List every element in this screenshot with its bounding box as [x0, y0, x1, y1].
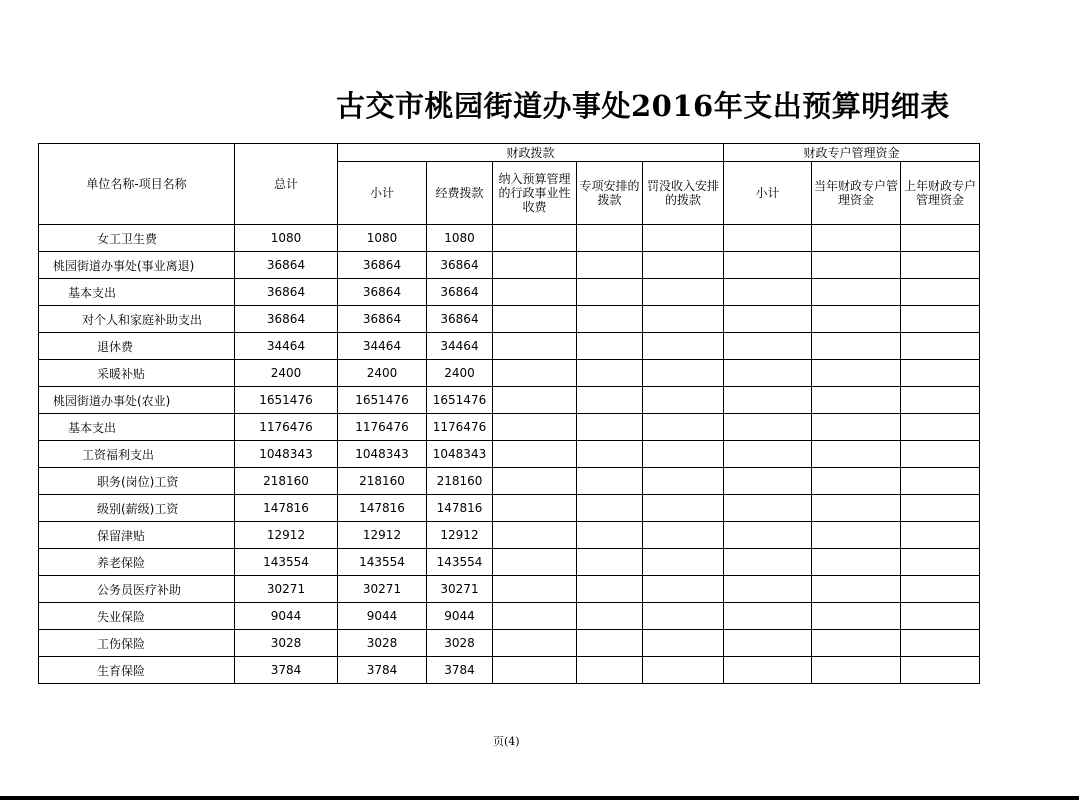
row-prev-year-special-cell: [901, 549, 980, 576]
row-confiscation-cell: [643, 252, 724, 279]
row-confiscation-cell: [643, 468, 724, 495]
row-special-subtotal-cell: [724, 549, 812, 576]
row-subtotal-cell: 147816: [338, 495, 427, 522]
table-row: [39, 387, 980, 414]
row-confiscation-cell: [643, 225, 724, 252]
row-confiscation-cell: [643, 414, 724, 441]
row-funding-cell: 2400: [427, 360, 493, 387]
row-special-subtotal-cell: [724, 306, 812, 333]
row-name-cell: 基本支出: [39, 414, 235, 441]
row-name-cell: 职务(岗位)工资: [39, 468, 235, 495]
row-current-year-special-cell: [812, 252, 901, 279]
row-special-allocation-cell: [577, 225, 643, 252]
row-prev-year-special-cell: [901, 576, 980, 603]
row-special-subtotal-cell: [724, 360, 812, 387]
table-row: [39, 279, 980, 306]
row-admin-fees-cell: [493, 414, 577, 441]
row-name-cell: 对个人和家庭补助支出: [39, 306, 235, 333]
row-prev-year-special-cell: [901, 387, 980, 414]
row-confiscation-cell: [643, 549, 724, 576]
header-special-subtotal: 小计: [724, 162, 812, 225]
table-row: [39, 468, 980, 495]
row-total-cell: 34464: [235, 333, 338, 360]
table-row: [39, 360, 980, 387]
row-special-subtotal-cell: [724, 657, 812, 684]
row-special-allocation-cell: [577, 333, 643, 360]
row-admin-fees-cell: [493, 441, 577, 468]
header-admin-fees: 纳入预算管理的行政事业性收费: [493, 162, 577, 225]
row-special-subtotal-cell: [724, 603, 812, 630]
row-special-allocation-cell: [577, 657, 643, 684]
row-prev-year-special-cell: [901, 630, 980, 657]
row-admin-fees-cell: [493, 630, 577, 657]
row-funding-cell: 1651476: [427, 387, 493, 414]
row-confiscation-cell: [643, 360, 724, 387]
row-current-year-special-cell: [812, 360, 901, 387]
row-prev-year-special-cell: [901, 225, 980, 252]
row-total-cell: 3784: [235, 657, 338, 684]
row-admin-fees-cell: [493, 495, 577, 522]
row-current-year-special-cell: [812, 306, 901, 333]
table-row: [39, 549, 980, 576]
row-name-cell: 桃园街道办事处(农业): [39, 387, 235, 414]
row-total-cell: 12912: [235, 522, 338, 549]
row-name-cell: 保留津贴: [39, 522, 235, 549]
row-current-year-special-cell: [812, 441, 901, 468]
row-special-subtotal-cell: [724, 522, 812, 549]
row-current-year-special-cell: [812, 414, 901, 441]
row-total-cell: 9044: [235, 603, 338, 630]
row-confiscation-cell: [643, 495, 724, 522]
row-total-cell: 218160: [235, 468, 338, 495]
row-total-cell: 1651476: [235, 387, 338, 414]
row-subtotal-cell: 1080: [338, 225, 427, 252]
row-subtotal-cell: 36864: [338, 279, 427, 306]
row-total-cell: 1080: [235, 225, 338, 252]
row-special-allocation-cell: [577, 279, 643, 306]
header-funding: 经费拨款: [427, 162, 493, 225]
row-special-subtotal-cell: [724, 441, 812, 468]
row-special-allocation-cell: [577, 468, 643, 495]
table-header: [39, 144, 980, 225]
row-prev-year-special-cell: [901, 414, 980, 441]
row-name-cell: 生育保险: [39, 657, 235, 684]
header-special-allocation: 专项安排的拨款: [577, 162, 643, 225]
row-name-cell: 采暖补贴: [39, 360, 235, 387]
budget-table: [38, 143, 980, 684]
row-subtotal-cell: 1048343: [338, 441, 427, 468]
table-row: [39, 306, 980, 333]
row-admin-fees-cell: [493, 576, 577, 603]
row-current-year-special-cell: [812, 657, 901, 684]
row-funding-cell: 36864: [427, 306, 493, 333]
row-special-subtotal-cell: [724, 225, 812, 252]
row-name-cell: 失业保险: [39, 603, 235, 630]
table-body: [39, 225, 980, 684]
row-special-allocation-cell: [577, 306, 643, 333]
row-confiscation-cell: [643, 603, 724, 630]
row-admin-fees-cell: [493, 333, 577, 360]
row-special-subtotal-cell: [724, 630, 812, 657]
row-confiscation-cell: [643, 387, 724, 414]
row-funding-cell: 3784: [427, 657, 493, 684]
row-subtotal-cell: 2400: [338, 360, 427, 387]
row-funding-cell: 36864: [427, 279, 493, 306]
row-total-cell: 36864: [235, 306, 338, 333]
row-prev-year-special-cell: [901, 522, 980, 549]
row-admin-fees-cell: [493, 360, 577, 387]
row-special-subtotal-cell: [724, 414, 812, 441]
row-prev-year-special-cell: [901, 441, 980, 468]
row-admin-fees-cell: [493, 252, 577, 279]
header-special-group: 财政专户管理资金: [724, 144, 980, 162]
row-admin-fees-cell: [493, 306, 577, 333]
row-admin-fees-cell: [493, 657, 577, 684]
header-prev-year-special: 上年财政专户管理资金: [901, 162, 980, 225]
row-subtotal-cell: 1651476: [338, 387, 427, 414]
row-special-subtotal-cell: [724, 495, 812, 522]
row-funding-cell: 12912: [427, 522, 493, 549]
row-subtotal-cell: 30271: [338, 576, 427, 603]
bottom-border: [0, 796, 1079, 800]
row-funding-cell: 34464: [427, 333, 493, 360]
header-fiscal-group: 财政拨款: [338, 144, 724, 162]
table-row: [39, 603, 980, 630]
row-current-year-special-cell: [812, 630, 901, 657]
row-total-cell: 30271: [235, 576, 338, 603]
row-prev-year-special-cell: [901, 279, 980, 306]
row-admin-fees-cell: [493, 225, 577, 252]
row-subtotal-cell: 9044: [338, 603, 427, 630]
row-special-allocation-cell: [577, 252, 643, 279]
row-name-cell: 退休费: [39, 333, 235, 360]
row-subtotal-cell: 36864: [338, 252, 427, 279]
row-special-subtotal-cell: [724, 576, 812, 603]
row-subtotal-cell: 143554: [338, 549, 427, 576]
row-funding-cell: 1080: [427, 225, 493, 252]
row-admin-fees-cell: [493, 549, 577, 576]
row-funding-cell: 1176476: [427, 414, 493, 441]
row-funding-cell: 36864: [427, 252, 493, 279]
table-row: [39, 522, 980, 549]
header-total: 总计: [235, 144, 338, 225]
row-admin-fees-cell: [493, 522, 577, 549]
row-special-allocation-cell: [577, 549, 643, 576]
row-current-year-special-cell: [812, 576, 901, 603]
table-row: [39, 657, 980, 684]
row-funding-cell: 143554: [427, 549, 493, 576]
row-current-year-special-cell: [812, 279, 901, 306]
row-name-cell: 工资福利支出: [39, 441, 235, 468]
row-confiscation-cell: [643, 630, 724, 657]
header-current-year-special: 当年财政专户管理资金: [812, 162, 901, 225]
row-special-allocation-cell: [577, 522, 643, 549]
row-confiscation-cell: [643, 441, 724, 468]
row-name-cell: 基本支出: [39, 279, 235, 306]
row-subtotal-cell: 12912: [338, 522, 427, 549]
row-special-subtotal-cell: [724, 387, 812, 414]
row-confiscation-cell: [643, 333, 724, 360]
row-subtotal-cell: 3784: [338, 657, 427, 684]
row-current-year-special-cell: [812, 225, 901, 252]
row-prev-year-special-cell: [901, 333, 980, 360]
table-row: [39, 414, 980, 441]
row-name-cell: 桃园街道办事处(事业离退): [39, 252, 235, 279]
row-name-cell: 女工卫生费: [39, 225, 235, 252]
row-name-cell: 养老保险: [39, 549, 235, 576]
row-prev-year-special-cell: [901, 360, 980, 387]
row-prev-year-special-cell: [901, 468, 980, 495]
row-special-allocation-cell: [577, 495, 643, 522]
row-funding-cell: 9044: [427, 603, 493, 630]
row-funding-cell: 218160: [427, 468, 493, 495]
row-current-year-special-cell: [812, 522, 901, 549]
row-name-cell: 公务员医疗补助: [39, 576, 235, 603]
row-subtotal-cell: 36864: [338, 306, 427, 333]
row-funding-cell: 3028: [427, 630, 493, 657]
row-current-year-special-cell: [812, 495, 901, 522]
row-subtotal-cell: 34464: [338, 333, 427, 360]
row-special-allocation-cell: [577, 387, 643, 414]
header-unit-name: 单位名称-项目名称: [39, 144, 235, 225]
row-subtotal-cell: 3028: [338, 630, 427, 657]
header-subtotal: 小计: [338, 162, 427, 225]
row-funding-cell: 147816: [427, 495, 493, 522]
row-total-cell: 36864: [235, 279, 338, 306]
row-admin-fees-cell: [493, 387, 577, 414]
row-current-year-special-cell: [812, 603, 901, 630]
row-confiscation-cell: [643, 576, 724, 603]
row-prev-year-special-cell: [901, 495, 980, 522]
row-special-subtotal-cell: [724, 279, 812, 306]
header-confiscation: 罚没收入安排的拨款: [643, 162, 724, 225]
table-row: [39, 630, 980, 657]
table-row: [39, 225, 980, 252]
row-special-allocation-cell: [577, 576, 643, 603]
row-funding-cell: 1048343: [427, 441, 493, 468]
row-admin-fees-cell: [493, 279, 577, 306]
row-current-year-special-cell: [812, 387, 901, 414]
row-prev-year-special-cell: [901, 657, 980, 684]
row-special-allocation-cell: [577, 414, 643, 441]
row-confiscation-cell: [643, 279, 724, 306]
row-total-cell: 1176476: [235, 414, 338, 441]
row-total-cell: 36864: [235, 252, 338, 279]
row-current-year-special-cell: [812, 333, 901, 360]
row-total-cell: 1048343: [235, 441, 338, 468]
row-prev-year-special-cell: [901, 603, 980, 630]
row-special-subtotal-cell: [724, 333, 812, 360]
row-subtotal-cell: 1176476: [338, 414, 427, 441]
page-number: 页(4): [493, 735, 520, 748]
row-total-cell: 143554: [235, 549, 338, 576]
row-total-cell: 3028: [235, 630, 338, 657]
row-admin-fees-cell: [493, 603, 577, 630]
page-title: 古交市桃园街道办事处2016年支出预算明细表: [336, 89, 950, 123]
row-special-subtotal-cell: [724, 252, 812, 279]
row-prev-year-special-cell: [901, 252, 980, 279]
row-subtotal-cell: 218160: [338, 468, 427, 495]
row-special-allocation-cell: [577, 441, 643, 468]
row-special-allocation-cell: [577, 603, 643, 630]
row-prev-year-special-cell: [901, 306, 980, 333]
row-current-year-special-cell: [812, 549, 901, 576]
row-confiscation-cell: [643, 306, 724, 333]
row-name-cell: 级别(薪级)工资: [39, 495, 235, 522]
row-current-year-special-cell: [812, 468, 901, 495]
row-total-cell: 147816: [235, 495, 338, 522]
row-special-allocation-cell: [577, 630, 643, 657]
row-admin-fees-cell: [493, 468, 577, 495]
table-row: [39, 441, 980, 468]
row-total-cell: 2400: [235, 360, 338, 387]
table-row: [39, 252, 980, 279]
row-confiscation-cell: [643, 522, 724, 549]
row-funding-cell: 30271: [427, 576, 493, 603]
table-row: [39, 576, 980, 603]
table-row: [39, 333, 980, 360]
table-row: [39, 495, 980, 522]
row-special-allocation-cell: [577, 360, 643, 387]
row-name-cell: 工伤保险: [39, 630, 235, 657]
row-confiscation-cell: [643, 657, 724, 684]
row-special-subtotal-cell: [724, 468, 812, 495]
